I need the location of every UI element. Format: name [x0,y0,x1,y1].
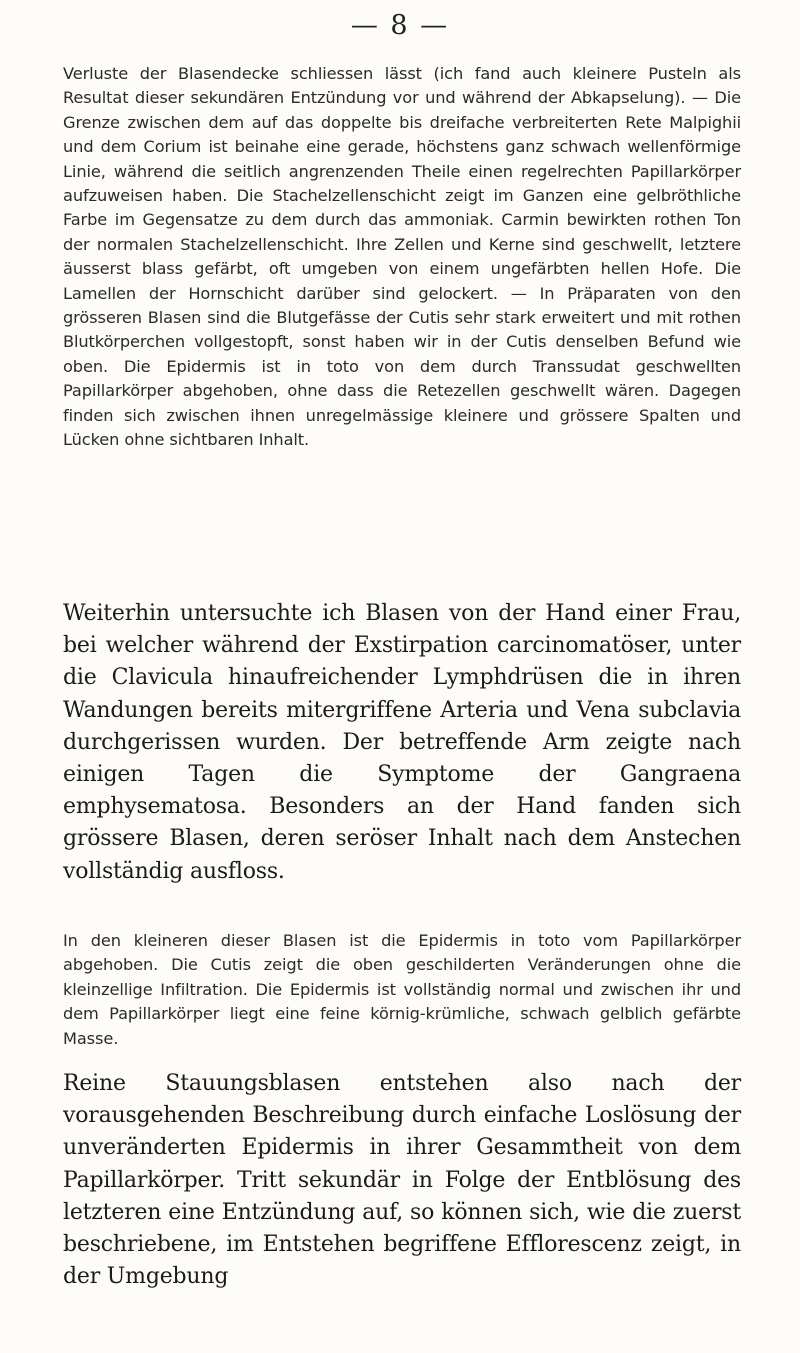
paragraph-conclusion: Reine Stauungsblasen entstehen also nach der vorausgehenden Beschreibung durch einfache Loslösung der unveränderten Epidermis in ihrer Gesammtheit von dem Papillarkörper. Tritt sekundär in Folge der Entblösung des letzteren eine Entzündung auf, so können sich, wie die zuerst beschriebene, im Entstehen begriffene Efflorescenz zeigt, in der Umgebung [63,1071,741,1290]
paragraph-small-blisters: In den kleineren dieser Blasen ist die Epidermis in toto vom Papillarkörper abgehoben. Die Cutis zeigt die oben geschilderten Veränderungen ohne die kleinzellige Infiltration. Die Epidermis ist vollständig normal und zwischen ihr und dem Papillarkörper liegt eine feine körnig-krümliche, schwach gelblich gefärbte Masse. [63,931,741,1048]
paragraph-histology-findings: Verluste der Blasendecke schliessen lässt (ich fand auch kleinere Pusteln als Resultat dieser sekundären Entzündung vor und während der Abkapselung). — Die Grenze zwischen dem auf das doppelte bis dreifache verbreiterten Rete Malpighii und dem Corium ist beinahe eine gerade, höchstens ganz schwach wellenförmige Linie, während die seitlich angrenzenden Theile einen regelrechten Papillarkörper aufzuweisen haben. Die Stachelzellenschicht zeigt im Ganzen eine gelbröthliche Farbe im Gegensatze zu dem durch das ammoniak. Carmin bewirkten rothen Ton der normalen Stachelzellenschicht. Ihre Zellen und Kerne sind geschwellt, letztere äusserst blass gefärbt, oft umgeben von einem ungefärbten hellen Hofe. Die Lamellen der Hornschicht darüber sind gelockert. — In Präparaten von den grösseren Blasen sind die Blutgefässe der Cutis sehr stark erweitert und mit rothen Blutkörperchen vollgestopft, sonst haben wir in der Cutis denselben Befund wie oben. Die Epidermis ist in toto von dem durch Transsudat geschwellten Papillarkörper abgehoben, ohne dass die Retezellen geschwellt wären. Dagegen finden sich zwischen ihnen unregelmässige kleinere und grössere Spalten und Lücken ohne sichtbaren Inhalt. [63,64,741,450]
page-number: — 8 — [350,10,450,41]
paragraph-case-description: Weiterhin untersuchte ich Blasen von der Hand einer Frau, bei welcher während der Exstirpation carcinomatöser, unter die Clavicula hinaufreichender Lymphdrüsen die in ihren Wandungen bereits mitergriffene Arteria und Vena subclavia durchgerissen wurden. Der betreffende Arm zeigte nach einigen Tagen die Symptome der Gangraena emphysematosa. Besonders an der Hand fanden sich grössere Blasen, deren seröser Inhalt nach dem Anstechen vollständig ausfloss. [63,601,741,884]
